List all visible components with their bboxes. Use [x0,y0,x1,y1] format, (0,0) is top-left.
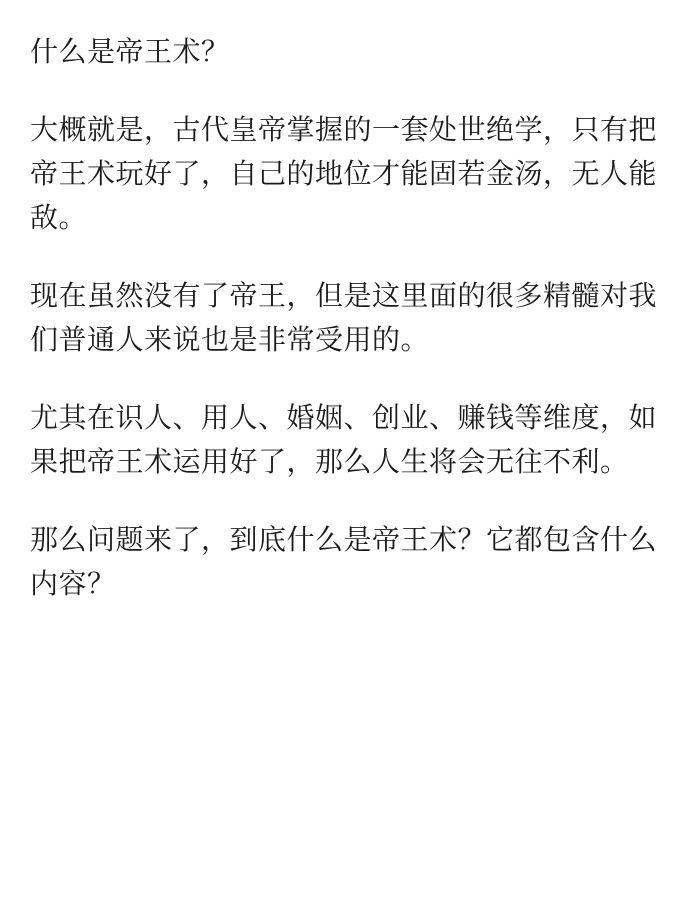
paragraph-closing-question: 那么问题来了，到底什么是帝王术？它都包含什么内容？ [30,524,658,599]
paragraph-application-areas: 尤其在识人、用人、婚姻、创业、赚钱等维度，如果把帝王术运用好了，那么人生将会无往不利。 [30,402,658,477]
paragraph-definition: 大概就是，古代皇帝掌握的一套处世绝学，只有把帝王术玩好了，自己的地位才能固若金汤，无人能敌。 [30,114,658,233]
paragraph-question-intro: 什么是帝王术？ [30,36,230,67]
paragraph-modern-relevance: 现在虽然没有了帝王，但是这里面的很多精髓对我们普通人来说也是非常受用的。 [30,280,658,355]
